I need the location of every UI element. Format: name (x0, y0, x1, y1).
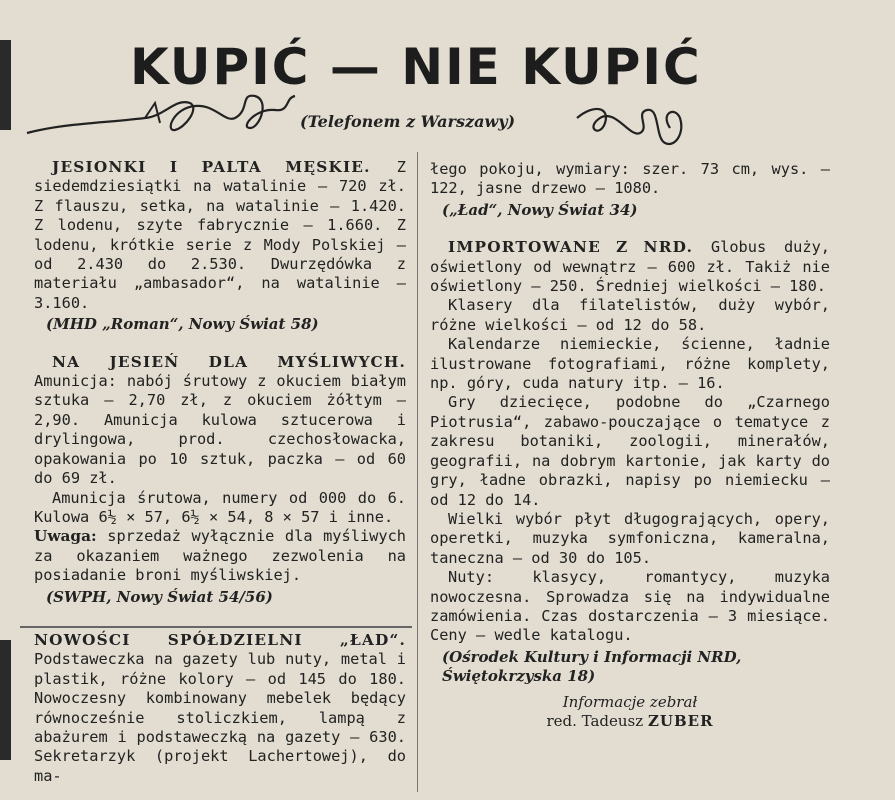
section-text: Z siedemdziesiątki na watalinie — 720 zł. Z flauszu, setka, na watalinie — 1.420. Z lodenu, szyte fabrycznie — 1.660. Z lodenu, krótkie serie z Mody Polskiej — od 2.430 do 2.530. Dwurzędówka z materiału „ambasador“, na watalinie — 3.160. (34, 158, 406, 312)
paragraph: Amunicja śrutowa, numery od 000 do 6. Kulowa 6½ × 57, 6½ × 54, 8 × 57 i inne. (34, 488, 406, 526)
paragraph (34, 527, 406, 585)
left-margin-bar (0, 640, 11, 760)
section-jesionki (34, 158, 406, 313)
column-left (34, 158, 406, 786)
column-divider (417, 152, 418, 792)
left-margin-bar (0, 40, 11, 130)
column-right (430, 160, 830, 731)
section-source: (SWPH, Nowy Świat 54/56) (46, 587, 273, 606)
credit-name: ZUBER (647, 711, 714, 730)
section-heading: IMPORTOWANE Z NRD. (448, 238, 694, 257)
author-credit (430, 693, 830, 732)
flourish-decoration-icon (575, 98, 695, 158)
credit-line (430, 712, 830, 731)
paragraph: Wielki wybór płyt długogrających, opery, operetki, muzyka symfoniczna, kameralna, taneczna — od 30 do 105. (430, 509, 830, 567)
section-nrd (430, 238, 830, 296)
paragraph: Klasery dla filatelistów, duży wybór, różne wielkości — od 12 do 58. (430, 296, 830, 334)
section-heading: NOWOŚCI SPÓŁDZIELNI „ŁAD“. (34, 630, 406, 649)
section-text: Globus duży, oświetlony od wewnątrz — 600 zł. Takiż nie oświetlony — 250. Średniej wielkości — 180. (430, 238, 831, 296)
section-lad-continued: łego pokoju, wymiary: szer. 73 cm, wys. — 122, jasne drzewo — 1080. (430, 160, 830, 198)
section-source: (MHD „Roman“, Nowy Świat 58) (46, 315, 319, 334)
section-lad (34, 631, 406, 786)
section-mysliwi (34, 353, 406, 489)
uwaga-text: sprzedaż wyłącznie dla myśliwych za okazaniem ważnego zezwolenia na posiadanie broni myśliwskiej. (34, 527, 406, 585)
credit-line: Informacje zebrał (562, 692, 698, 711)
subtitle: (Telefonem z Warszawy) (300, 112, 516, 131)
paragraph: Kalendarze niemieckie, ścienne, ładnie ilustrowane fotografiami, różne komplety, np. góry, cuda natury itp. — 16. (430, 335, 830, 393)
section-source: (Ośrodek Kultury i Informacji NRD, Świętokrzyska 18) (442, 647, 742, 686)
flourish-decoration-icon (25, 88, 300, 143)
section-text: Podstaweczka na gazety lub nuty, metal i plastik, różne kolory — od 145 do 180. Nowoczesny kombinowany mebelek będący równocześnie stoliczkiem, lampą z abażurem i podstaweczką na gazety — 630. Sekretarzyk (projekt Lachertowej), do ma- (34, 650, 406, 785)
section-heading: JESIONKI I PALTA MĘSKIE. (52, 158, 371, 176)
paragraph: Nuty: klasycy, romantycy, muzyka nowoczesna. Sprowadza się na indywidualne zamówienia. Czas dostarczenia — 3 miesiące. Ceny — wedle katalogu. (430, 568, 830, 645)
section-text: Amunicja: nabój śrutowy z okuciem białym sztuka — 2,70 zł, z okuciem żółtym — 2,90. Amunicja kulowa sztucerowa i drylingowa, prod. czechosłowacka, opakowania po 10 sztuk, paczka — od 60 do 69 zł. (34, 372, 406, 488)
page-title: KUPIĆ — NIE KUPIĆ (130, 38, 702, 96)
paragraph: Gry dziecięce, podobne do „Czarnego Piotrusia“, zabawo-pouczające o tematyce z zakresu botaniki, zoologii, minerałów, geografii, na dobrym kartonie, jak karty do gry, ładne obrazki, napisy po niemiecku — od 12 do 14. (430, 393, 830, 509)
section-source: („Ład“, Nowy Świat 34) (442, 200, 638, 219)
credit-prefix: red. Tadeusz (546, 711, 644, 730)
uwaga-label: Uwaga: (34, 527, 97, 546)
section-heading: NA JESIEŃ DLA MYŚLIWYCH. (52, 352, 406, 371)
